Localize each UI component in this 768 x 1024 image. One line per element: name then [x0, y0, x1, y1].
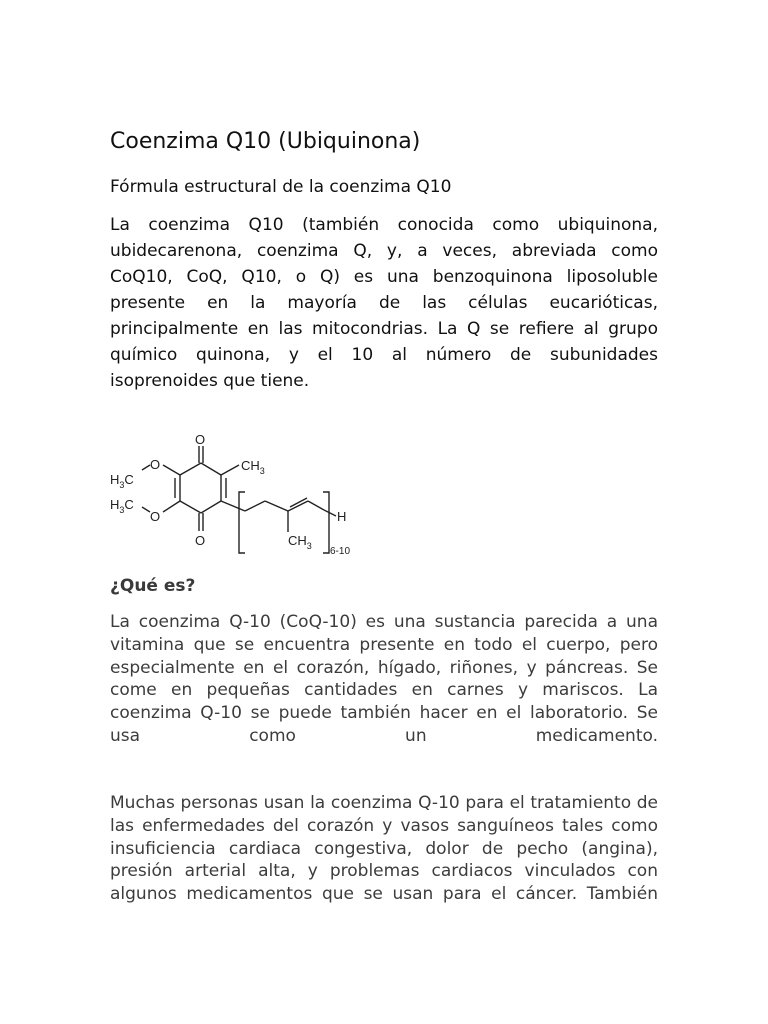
oxygen-bottom-label: O	[195, 533, 206, 548]
repeat-range-label: 6-10	[330, 546, 351, 557]
coenzyme-q10-structure-diagram	[110, 428, 360, 558]
terminal-hydrogen-label: H	[337, 509, 347, 524]
body-paragraph-1: La coenzima Q-10 (CoQ-10) es una sustancia parecida a una vitamina que se encuentra presente en todo el cuerpo, pero especialmente en el corazón, hígado, riñones, y páncreas. Se come en pequeñas cantidades en carnes y mariscos. La coenzima Q-10 se puede también hacer en el laboratorio. Se usa como un medicamento.	[110, 612, 658, 746]
section-heading: ¿Qué es?	[110, 576, 196, 596]
ring-methyl-label: $CH_3$	[241, 458, 265, 476]
methoxy-oxygen-2: O	[150, 509, 161, 524]
figure-caption: Fórmula estructural de la coenzima Q10	[110, 177, 452, 197]
methoxy-oxygen-1: O	[150, 457, 161, 472]
methoxy-methyl-1: $H_3C$	[110, 472, 134, 490]
body-paragraph-2: Muchas personas usan la coenzima Q-10 para el tratamiento de las enfermedades del corazón y vasos sanguíneos tales como insuficiencia cardiaca congestiva, dolor de pecho (angina), presión arterial alta, y problemas cardiacos vinculados con algunos medicamentos que se usan para el cáncer. También	[110, 793, 658, 905]
intro-paragraph: La coenzima Q10 (también conocida como ubiquinona, ubidecarenona, coenzima Q, y, a veces, abreviada como CoQ10, CoQ, Q10, o Q) es una benzoquinona liposoluble presente en la mayoría de las células eucarióticas, principalmente en las mitocondrias. La Q se refiere al grupo químico quinona, y el 10 al número de subunidades isoprenoides que tiene.	[110, 215, 658, 391]
oxygen-top-label: O	[195, 432, 206, 447]
page-title: Coenzima Q10 (Ubiquinona)	[110, 129, 421, 154]
molecule-bonds	[142, 446, 336, 553]
methoxy-methyl-2: $H_3C$	[110, 497, 134, 515]
atom-labels	[110, 432, 350, 557]
chain-methyl-label: $CH_3$	[288, 533, 312, 551]
